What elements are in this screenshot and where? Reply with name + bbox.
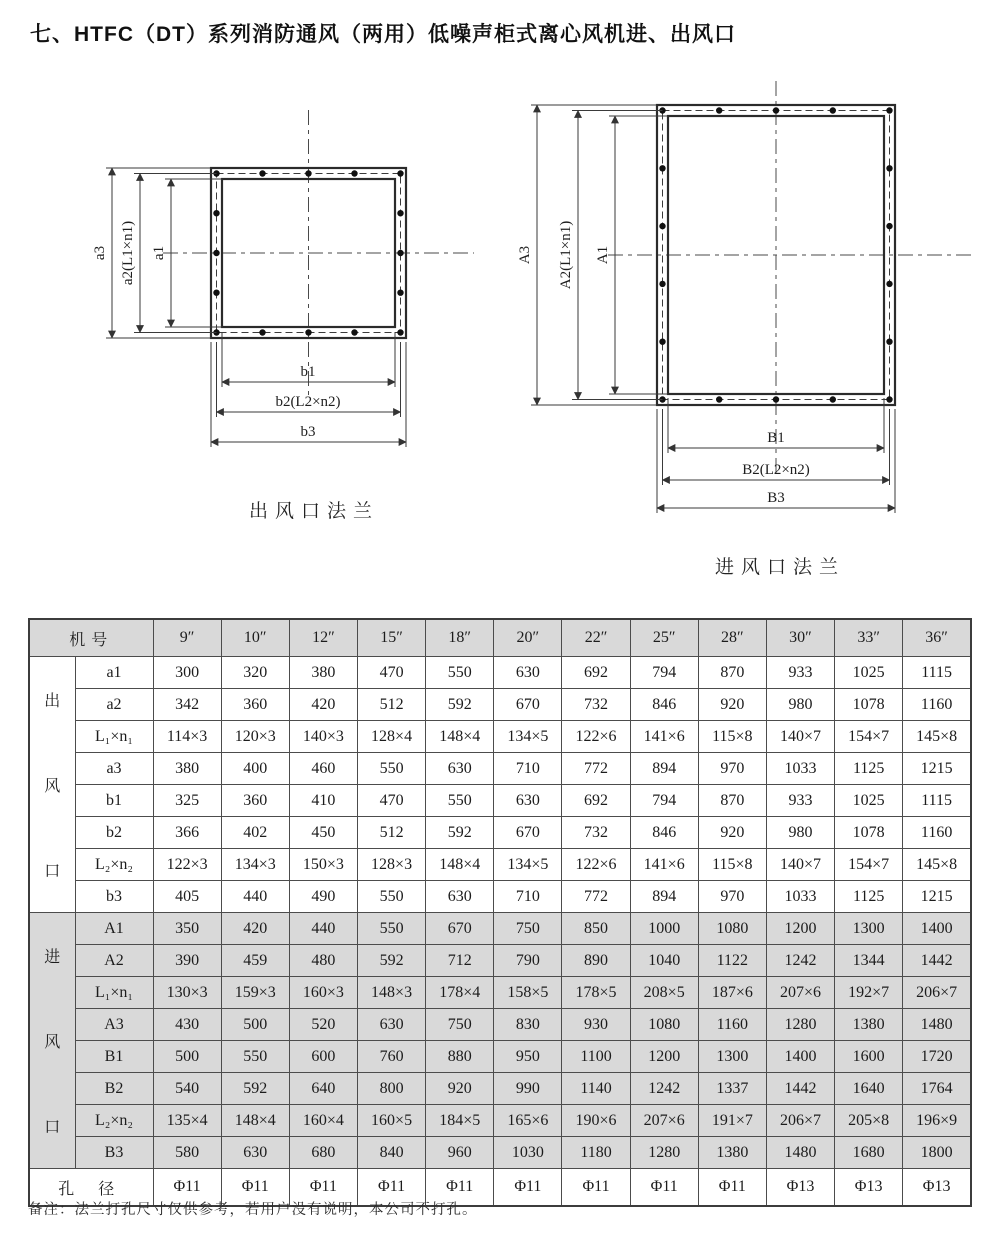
table-cell: 930: [562, 1009, 630, 1041]
table-cell: 1078: [835, 817, 903, 849]
table-cell: 772: [562, 753, 630, 785]
table-cell: 933: [766, 657, 834, 689]
col-header-size: 15″: [357, 619, 425, 657]
table-cell: 150×3: [289, 849, 357, 881]
table-cell: 920: [426, 1073, 494, 1105]
table-cell: 154×7: [835, 721, 903, 753]
table-cell: 600: [289, 1041, 357, 1073]
table-cell: 1100: [562, 1041, 630, 1073]
col-header-size: 10″: [221, 619, 289, 657]
table-row: [29, 1137, 971, 1169]
table-cell: 1078: [835, 689, 903, 721]
table-cell: 148×4: [426, 721, 494, 753]
table-cell: 154×7: [835, 849, 903, 881]
table-cell: 870: [698, 657, 766, 689]
col-header-size: 36″: [903, 619, 971, 657]
table-cell: 366: [153, 817, 221, 849]
hole-diameter-cell: Φ11: [221, 1169, 289, 1207]
table-cell: 325: [153, 785, 221, 817]
inlet-diagram-caption: 进风口法兰: [714, 557, 846, 578]
flange-dimension-table: [28, 618, 972, 1207]
table-cell: 712: [426, 945, 494, 977]
table-cell: 160×5: [357, 1105, 425, 1137]
table-cell: 122×3: [153, 849, 221, 881]
table-cell: 460: [289, 753, 357, 785]
table-cell: 145×8: [903, 849, 971, 881]
table-cell: 894: [630, 881, 698, 913]
table-row: [29, 849, 971, 881]
footer-note: 备注：法兰打孔尺寸仅供参考，若用户没有说明，本公司不打孔。: [28, 1202, 478, 1218]
table-cell: 470: [357, 785, 425, 817]
table-cell: 1025: [835, 657, 903, 689]
table-cell: 207×6: [766, 977, 834, 1009]
table-cell: 141×6: [630, 721, 698, 753]
table-cell: 920: [698, 817, 766, 849]
table-cell: 1280: [766, 1009, 834, 1041]
hole-diameter-cell: Φ13: [835, 1169, 903, 1207]
table-cell: 732: [562, 817, 630, 849]
table-cell: 630: [426, 881, 494, 913]
table-cell: 894: [630, 753, 698, 785]
dim-label-B2: B2(L2×n2): [742, 462, 810, 478]
table-cell: 187×6: [698, 977, 766, 1009]
row-label: L₁×n₁: [75, 977, 153, 1009]
page-title: 七、HTFC（DT）系列消防通风（两用）低噪声柜式离心风机进、出风口: [30, 23, 736, 46]
table-cell: 710: [494, 881, 562, 913]
table-row: [29, 945, 971, 977]
table-cell: 159×3: [221, 977, 289, 1009]
table-cell: 158×5: [494, 977, 562, 1009]
table-cell: 710: [494, 753, 562, 785]
table-cell: 790: [494, 945, 562, 977]
col-header-size: 9″: [153, 619, 221, 657]
dim-label-A2: A2(L1×n1): [558, 220, 574, 290]
table-cell: 550: [357, 881, 425, 913]
table-cell: 870: [698, 785, 766, 817]
row-group-label: [29, 913, 75, 1169]
table-cell: 890: [562, 945, 630, 977]
table-cell: 1380: [698, 1137, 766, 1169]
table-cell: 732: [562, 689, 630, 721]
table-cell: 1800: [903, 1137, 971, 1169]
table-cell: 800: [357, 1073, 425, 1105]
table-cell: 320: [221, 657, 289, 689]
row-label: A3: [75, 1009, 153, 1041]
table-cell: 1025: [835, 785, 903, 817]
table-header-row: [29, 619, 971, 657]
table-cell: 450: [289, 817, 357, 849]
table-cell: 592: [426, 689, 494, 721]
col-header-size: 25″: [630, 619, 698, 657]
row-label: B3: [75, 1137, 153, 1169]
outlet-diagram-caption: 出风口法兰: [248, 501, 380, 522]
row-label: A1: [75, 913, 153, 945]
table-cell: 1215: [903, 881, 971, 913]
row-label: a3: [75, 753, 153, 785]
table-cell: 140×7: [766, 849, 834, 881]
dim-label-a3: a3: [92, 245, 108, 261]
table-cell: 191×7: [698, 1105, 766, 1137]
table-cell: 1242: [766, 945, 834, 977]
col-header-size: 12″: [289, 619, 357, 657]
table-cell: 165×6: [494, 1105, 562, 1137]
table-cell: 480: [289, 945, 357, 977]
table-cell: 128×3: [357, 849, 425, 881]
table-cell: 140×7: [766, 721, 834, 753]
col-header-size: 33″: [835, 619, 903, 657]
table-cell: 1300: [835, 913, 903, 945]
inlet-flange-diagram: [500, 73, 980, 593]
table-row: [29, 881, 971, 913]
table-row: [29, 785, 971, 817]
table-cell: 122×6: [562, 849, 630, 881]
table-cell: 630: [494, 785, 562, 817]
hole-diameter-cell: Φ11: [153, 1169, 221, 1207]
table-cell: 550: [426, 785, 494, 817]
table-cell: 680: [289, 1137, 357, 1169]
table-cell: 1680: [835, 1137, 903, 1169]
row-label: a2: [75, 689, 153, 721]
table-cell: 794: [630, 785, 698, 817]
table-cell: 360: [221, 785, 289, 817]
table-cell: 206×7: [766, 1105, 834, 1137]
row-label: a1: [75, 657, 153, 689]
dim-label-a2: a2(L1×n1): [120, 220, 136, 286]
table-cell: 122×6: [562, 721, 630, 753]
table-cell: 402: [221, 817, 289, 849]
table-cell: 830: [494, 1009, 562, 1041]
table-row: [29, 657, 971, 689]
table-cell: 196×9: [903, 1105, 971, 1137]
outlet-flange-diagram: [78, 80, 488, 540]
table-cell: 1160: [903, 689, 971, 721]
group-char: 风: [44, 1034, 61, 1051]
table-cell: 148×4: [221, 1105, 289, 1137]
table-cell: 550: [357, 913, 425, 945]
table-cell: 630: [357, 1009, 425, 1041]
table-cell: 1000: [630, 913, 698, 945]
group-char: 出: [44, 693, 61, 710]
table-row: [29, 913, 971, 945]
table-cell: 134×5: [494, 721, 562, 753]
table-cell: 512: [357, 817, 425, 849]
horizontal-dimensions: [657, 398, 895, 513]
table-cell: 1160: [903, 817, 971, 849]
table-cell: 1380: [835, 1009, 903, 1041]
table-cell: 640: [289, 1073, 357, 1105]
table-cell: 670: [494, 817, 562, 849]
dim-label-A3: A3: [517, 245, 533, 265]
hole-diameter-cell: Φ11: [562, 1169, 630, 1207]
group-char: 风: [44, 778, 61, 795]
table-cell: 1115: [903, 785, 971, 817]
table-cell: 1033: [766, 881, 834, 913]
table-cell: 459: [221, 945, 289, 977]
table-cell: 580: [153, 1137, 221, 1169]
table-cell: 670: [426, 913, 494, 945]
hole-diameter-cell: Φ13: [766, 1169, 834, 1207]
table-cell: 630: [426, 753, 494, 785]
table-cell: 1033: [766, 753, 834, 785]
table-cell: 160×4: [289, 1105, 357, 1137]
table-cell: 592: [221, 1073, 289, 1105]
row-label: A2: [75, 945, 153, 977]
table-cell: 115×8: [698, 721, 766, 753]
dim-label-A1: A1: [595, 245, 611, 265]
table-cell: 300: [153, 657, 221, 689]
table-cell: 1115: [903, 657, 971, 689]
table-row: [29, 1073, 971, 1105]
table-cell: 980: [766, 689, 834, 721]
group-char: 口: [44, 1119, 61, 1136]
table-cell: 970: [698, 881, 766, 913]
table-cell: 692: [562, 785, 630, 817]
table-cell: 692: [562, 657, 630, 689]
row-label: B1: [75, 1041, 153, 1073]
table-cell: 205×8: [835, 1105, 903, 1137]
table-cell: 206×7: [903, 977, 971, 1009]
table-cell: 178×5: [562, 977, 630, 1009]
table-cell: 1280: [630, 1137, 698, 1169]
row-label: b3: [75, 881, 153, 913]
row-label: b2: [75, 817, 153, 849]
table-cell: 1442: [766, 1073, 834, 1105]
col-header-size: 18″: [426, 619, 494, 657]
col-header-model: 机号: [29, 619, 153, 657]
hole-diameter-cell: Φ13: [903, 1169, 971, 1207]
table-cell: 1480: [766, 1137, 834, 1169]
table-cell: 550: [221, 1041, 289, 1073]
group-char: 进: [44, 949, 61, 966]
table-cell: 750: [426, 1009, 494, 1041]
col-header-size: 20″: [494, 619, 562, 657]
table-cell: 1160: [698, 1009, 766, 1041]
table-cell: 1480: [903, 1009, 971, 1041]
table-cell: 1400: [903, 913, 971, 945]
hole-diameter-cell: Φ11: [698, 1169, 766, 1207]
table-cell: 120×3: [221, 721, 289, 753]
table-cell: 410: [289, 785, 357, 817]
table-cell: 184×5: [426, 1105, 494, 1137]
table-cell: 592: [426, 817, 494, 849]
table-cell: 500: [221, 1009, 289, 1041]
hole-diameter-cell: Φ11: [357, 1169, 425, 1207]
hole-diameter-label: 孔 径: [29, 1169, 153, 1207]
table-cell: 512: [357, 689, 425, 721]
table-cell: 115×8: [698, 849, 766, 881]
table-cell: 1215: [903, 753, 971, 785]
table-cell: 1200: [766, 913, 834, 945]
table-row: [29, 721, 971, 753]
table-cell: 380: [289, 657, 357, 689]
table-cell: 846: [630, 817, 698, 849]
hole-diameter-cell: Φ11: [289, 1169, 357, 1207]
table-cell: 342: [153, 689, 221, 721]
dim-label-b3: b3: [300, 424, 316, 440]
table-cell: 670: [494, 689, 562, 721]
table-cell: 134×3: [221, 849, 289, 881]
table-cell: 933: [766, 785, 834, 817]
table-cell: 208×5: [630, 977, 698, 1009]
table-cell: 160×3: [289, 977, 357, 1009]
table-cell: 148×4: [426, 849, 494, 881]
table-cell: 750: [494, 913, 562, 945]
table-cell: 148×3: [357, 977, 425, 1009]
table-row: [29, 1009, 971, 1041]
table-cell: 192×7: [835, 977, 903, 1009]
table-cell: 145×8: [903, 721, 971, 753]
table-cell: 405: [153, 881, 221, 913]
col-header-size: 30″: [766, 619, 834, 657]
table-cell: 840: [357, 1137, 425, 1169]
table-cell: 550: [426, 657, 494, 689]
table-cell: 920: [698, 689, 766, 721]
table-row: [29, 689, 971, 721]
table-cell: 1242: [630, 1073, 698, 1105]
table-row: [29, 1105, 971, 1137]
table-cell: 880: [426, 1041, 494, 1073]
table-cell: 592: [357, 945, 425, 977]
table-cell: 630: [221, 1137, 289, 1169]
table-row: [29, 1041, 971, 1073]
table-cell: 1400: [766, 1041, 834, 1073]
table-cell: 1337: [698, 1073, 766, 1105]
table-cell: 1080: [630, 1009, 698, 1041]
table-cell: 490: [289, 881, 357, 913]
row-label: b1: [75, 785, 153, 817]
table-cell: 400: [221, 753, 289, 785]
table-cell: 207×6: [630, 1105, 698, 1137]
row-label: L₂×n₂: [75, 849, 153, 881]
table-cell: 1200: [630, 1041, 698, 1073]
hole-diameter-cell: Φ11: [630, 1169, 698, 1207]
table-row: [29, 817, 971, 849]
table-cell: 430: [153, 1009, 221, 1041]
table-cell: 970: [698, 753, 766, 785]
row-label: L₁×n₁: [75, 721, 153, 753]
table-cell: 794: [630, 657, 698, 689]
table-cell: 178×4: [426, 977, 494, 1009]
table-cell: 760: [357, 1041, 425, 1073]
table-cell: 390: [153, 945, 221, 977]
table-cell: 850: [562, 913, 630, 945]
table-cell: 440: [221, 881, 289, 913]
table-cell: 1125: [835, 881, 903, 913]
table-cell: 1600: [835, 1041, 903, 1073]
table-cell: 380: [153, 753, 221, 785]
table-cell: 1080: [698, 913, 766, 945]
table-cell: 772: [562, 881, 630, 913]
table-cell: 190×6: [562, 1105, 630, 1137]
table-row: [29, 977, 971, 1009]
table-cell: 360: [221, 689, 289, 721]
table-cell: 1300: [698, 1041, 766, 1073]
table-cell: 1640: [835, 1073, 903, 1105]
table-cell: 420: [289, 689, 357, 721]
dim-label-a1: a1: [151, 245, 167, 261]
table-cell: 135×4: [153, 1105, 221, 1137]
table-cell: 128×4: [357, 721, 425, 753]
table-cell: 980: [766, 817, 834, 849]
row-label: L₂×n₂: [75, 1105, 153, 1137]
table-cell: 134×5: [494, 849, 562, 881]
row-group-label: [29, 657, 75, 913]
table-cell: 1180: [562, 1137, 630, 1169]
table-cell: 1040: [630, 945, 698, 977]
col-header-size: 28″: [698, 619, 766, 657]
table-row: [29, 753, 971, 785]
dim-label-b1: b1: [300, 364, 316, 380]
table-cell: 1140: [562, 1073, 630, 1105]
table-cell: 1030: [494, 1137, 562, 1169]
table-cell: 420: [221, 913, 289, 945]
group-char: 口: [44, 863, 61, 880]
table-cell: 1442: [903, 945, 971, 977]
table-cell: 1122: [698, 945, 766, 977]
table-cell: 350: [153, 913, 221, 945]
dim-label-B1: B1: [767, 430, 785, 446]
table-cell: 550: [357, 753, 425, 785]
table-cell: 440: [289, 913, 357, 945]
row-label: B2: [75, 1073, 153, 1105]
table-cell: 846: [630, 689, 698, 721]
table-cell: 1764: [903, 1073, 971, 1105]
dim-label-B3: B3: [767, 490, 785, 506]
table-cell: 140×3: [289, 721, 357, 753]
table-cell: 500: [153, 1041, 221, 1073]
table-cell: 1344: [835, 945, 903, 977]
table-cell: 470: [357, 657, 425, 689]
table-cell: 114×3: [153, 721, 221, 753]
table-cell: 540: [153, 1073, 221, 1105]
table-cell: 950: [494, 1041, 562, 1073]
table-cell: 1125: [835, 753, 903, 785]
table-cell: 1720: [903, 1041, 971, 1073]
hole-diameter-cell: Φ11: [426, 1169, 494, 1207]
hole-diameter-cell: Φ11: [494, 1169, 562, 1207]
dim-label-b2: b2(L2×n2): [275, 394, 341, 410]
table-cell: 141×6: [630, 849, 698, 881]
table-cell: 990: [494, 1073, 562, 1105]
table-cell: 130×3: [153, 977, 221, 1009]
table-cell: 960: [426, 1137, 494, 1169]
table-cell: 520: [289, 1009, 357, 1041]
col-header-size: 22″: [562, 619, 630, 657]
table-cell: 630: [494, 657, 562, 689]
